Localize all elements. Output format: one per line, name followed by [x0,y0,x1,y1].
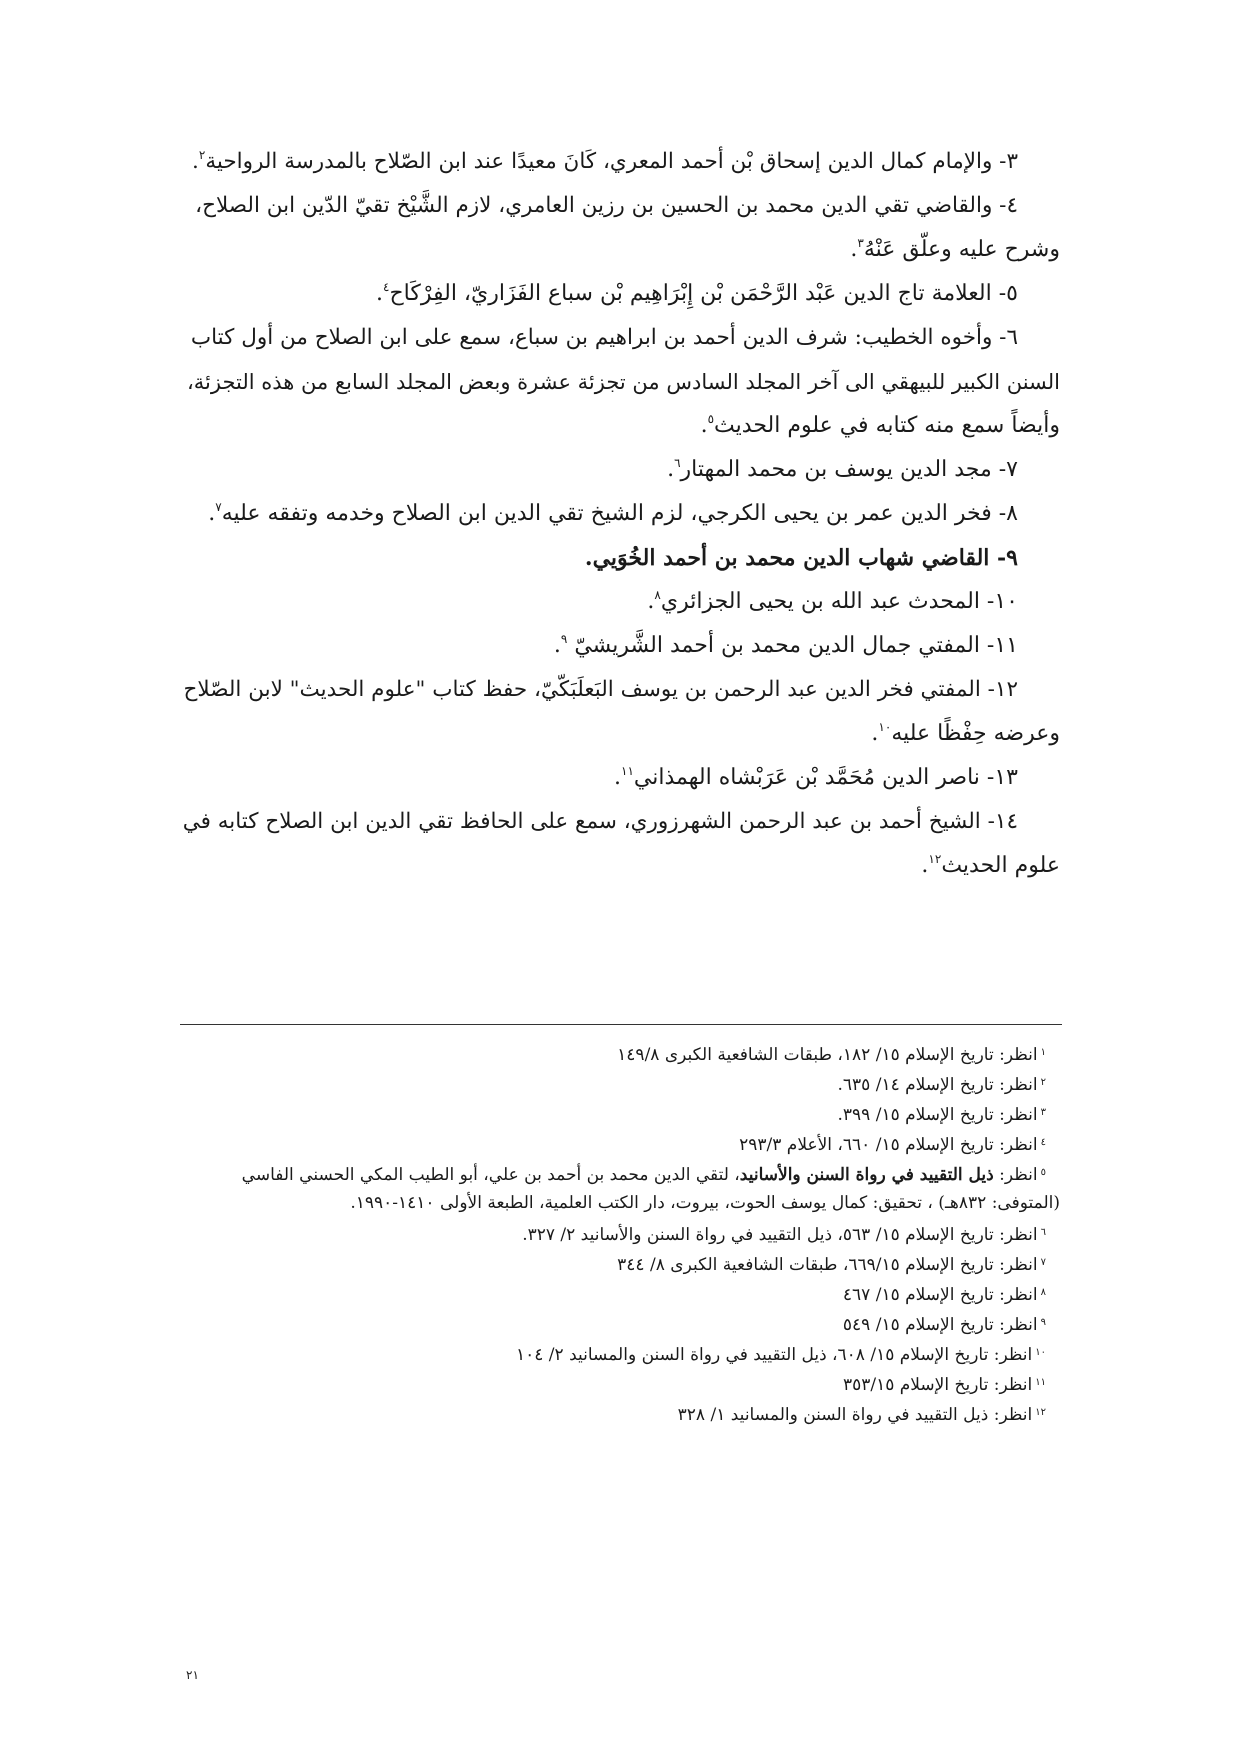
footnote-separator [180,1024,1062,1025]
footnote-number: ٦ [1040,1227,1046,1238]
entry-9-text: ٩- القاضي شهاب الدين محمد بن أحمد الخُوَيي [592,545,1018,571]
punct: . [614,765,622,790]
footnote-ref: ٥ [707,412,715,426]
footnote-number: ١ [1040,1047,1046,1058]
entry-3 [192,140,1018,184]
entry-14-text: ١٤- الشيخ أحمد بن عبد الرحمن الشهرزوري، سمع على الحافظ تقي الدين ابن الصلاح كتابه في [182,809,1018,834]
footnote-text: انظر: تاريخ الإسلام ١٥/ ٣٩٩. [837,1105,1038,1125]
punct: . [192,149,199,174]
footnote-prefix: انظر: [993,1165,1038,1185]
footnote-text: انظر: تاريخ الإسلام ١٥/ ٦٠٨، ذيل التقييد في رواة السنن والمسانيد ٢/ ١٠٤ [516,1345,1033,1365]
entry-8 [208,492,1018,536]
footnote-text: انظر: تاريخ الإسلام ١٥/ ١٨٢، طبقات الشافعية الكبرى ١٤٩/٨ [617,1045,1038,1065]
footnote-text: انظر: تاريخ الإسلام ٦٦٩/١٥، طبقات الشافعية الكبرى ٨/ ٣٤٤ [617,1255,1038,1275]
entry-11-text: ١١- المفتي جمال الدين محمد بن أحمد الشَّريشيّ [567,633,1018,658]
entry-12-cont [871,712,1060,756]
footnote-2 [838,1068,1046,1098]
entry-12-text: ١٢- المفتي فخر الدين عبد الرحمن بن يوسف البَعلَبَكّيّ، حفظ كتاب "علوم الحديث" لابن الصّلاح [183,677,1018,702]
punct: . [647,589,655,614]
entry-4-text-2: وشرح عليه وعلّق عَنْهُ [863,237,1060,262]
footnote-ref: ٧ [215,500,222,514]
entry-6-text-2: السنن الكبير للبيهقي الى آخر المجلد السادس من تجزئة عشرة وبعض المجلد السابع من هذه التجزئة، [187,370,1060,394]
footnote-text: (المتوفى: ٨٣٢هـ) ، تحقيق: كمال يوسف الحوت، بيروت، دار الكتب العلمية، الطبعة الأولى ١٤١٠-١٩٩٠. [350,1193,1060,1213]
footnote-number: ٨ [1040,1287,1046,1298]
footnote-text: انظر: تاريخ الإسلام ١٤/ ٦٣٥. [837,1075,1038,1095]
footnote-text: انظر: تاريخ الإسلام ١٥/ ٥٤٩ [842,1315,1038,1335]
punct: . [584,545,593,571]
entry-5 [376,272,1018,316]
footnote-ref: ٢ [198,148,206,162]
punct: . [921,853,929,878]
footnote-ref: ٦ [674,456,681,470]
footnote-ref: ٤ [383,280,390,294]
footnote-text: انظر: تاريخ الإسلام ٣٥٣/١٥ [842,1375,1033,1395]
footnote-ref: ١١ [621,764,634,778]
entry-13-text: ١٣- ناصر الدين مُحَمَّد بْن عَرَبْشاه الهمذاني [633,765,1018,790]
footnote-ref: ٨ [654,588,661,602]
footnote-11 [843,1368,1046,1398]
entry-13 [614,756,1018,800]
footnote-text: انظر: ذيل التقييد في رواة السنن والمسانيد ١/ ٣٢٨ [677,1405,1033,1425]
entry-7 [667,448,1018,492]
entry-14-cont [921,844,1060,888]
entry-6-cont-2 [701,404,1060,448]
footnote-number: ٧ [1040,1257,1046,1268]
footnote-3 [838,1098,1046,1128]
entry-9 [585,536,1018,580]
footnote-ref: ١٢ [928,852,942,866]
footnote-book-title: ذيل التقييد في رواة السنن والأسانيد [739,1165,994,1185]
punct: . [376,281,384,306]
footnote-5 [242,1158,1046,1188]
footnote-number: ٤ [1040,1137,1046,1148]
footnote-7 [617,1248,1046,1278]
entry-6-text: ٦- وأخوه الخطيب: شرف الدين أحمد بن ابراهيم بن سباع، سمع على ابن الصلاح من أول كتاب [190,325,1018,350]
entry-14 [183,800,1018,844]
entry-11 [554,624,1018,668]
punct: . [850,237,858,262]
footnote-4 [739,1128,1046,1158]
entry-6 [191,316,1018,360]
footnote-ref: ٣ [857,236,864,250]
footnote-number: ٩ [1040,1317,1046,1328]
footnote-5-cont [350,1188,1060,1218]
entry-10 [647,580,1018,624]
footnote-9 [843,1308,1046,1338]
punct: . [553,633,561,658]
footnote-10 [516,1338,1046,1368]
footnote-text: انظر: تاريخ الإسلام ١٥/ ٦٦٠، الأعلام ٢٩٣/٣ [739,1135,1038,1155]
entry-7-text: ٧- مجد الدين يوسف بن محمد المهتار [680,457,1018,482]
punct: . [208,501,216,526]
footnote-number: ١٢ [1035,1407,1046,1418]
footnote-12 [678,1398,1046,1428]
footnote-text: انظر: تاريخ الإسلام ١٥/ ٤٦٧ [842,1285,1038,1305]
punct: . [667,457,675,482]
entry-6-cont [187,360,1060,404]
footnote-number: ٢ [1040,1077,1046,1088]
footnote-number: ٥ [1040,1167,1046,1178]
entry-12-text-2: وعرضه حِفْظًا عليه [891,721,1060,746]
footnote-1 [617,1038,1046,1068]
footnote-text: ، لتقي الدين محمد بن أحمد بن علي، أبو الطيب المكي الحسني الفاسي [241,1165,740,1185]
footnote-6 [522,1218,1046,1248]
entry-5-text: ٥- العلامة تاج الدين عَبْد الرَّحْمَن بْن إِبْرَاهِيم بْن سباع الفَزَاريّ، الفِرْكَاح [389,281,1018,306]
footnote-number: ١١ [1035,1377,1046,1388]
entry-4-cont [850,228,1060,272]
footnote-8 [843,1278,1046,1308]
entry-3-text: ٣- والإمام كمال الدين إسحاق بْن أحمد المعري، كَانَ معيدًا عند ابن الصّلاح بالمدرسة الرواحية [205,149,1018,174]
entry-10-text: ١٠- المحدث عبد الله بن يحيى الجزائري [660,589,1018,614]
entry-14-text-2: علوم الحديث [941,853,1060,878]
punct: . [700,413,708,438]
punct: . [871,721,879,746]
footnote-text: انظر: تاريخ الإسلام ١٥/ ٥٦٣، ذيل التقييد في رواة السنن والأسانيد ٢/ ٣٢٧. [522,1225,1038,1245]
entry-8-text: ٨- فخر الدين عمر بن يحيى الكرجي، لزم الشيخ تقي الدين ابن الصلاح وخدمه وتفقه عليه [221,501,1018,526]
page-number: ٢١ [186,1668,199,1682]
footnote-ref: ٩ [560,632,568,646]
footnote-ref: ١٠ [878,720,892,734]
entry-4-text: ٤- والقاضي تقي الدين محمد بن الحسين بن رزين العامري، لازم الشَّيْخ تقيّ الدّين ابن الصلاح، [195,193,1018,218]
entry-6-text-3: وأيضاً سمع منه كتابه في علوم الحديث [714,413,1060,438]
footnote-number: ١٠ [1035,1347,1046,1358]
entry-12 [184,668,1018,712]
entry-4 [195,184,1018,228]
footnote-number: ٣ [1040,1107,1046,1118]
